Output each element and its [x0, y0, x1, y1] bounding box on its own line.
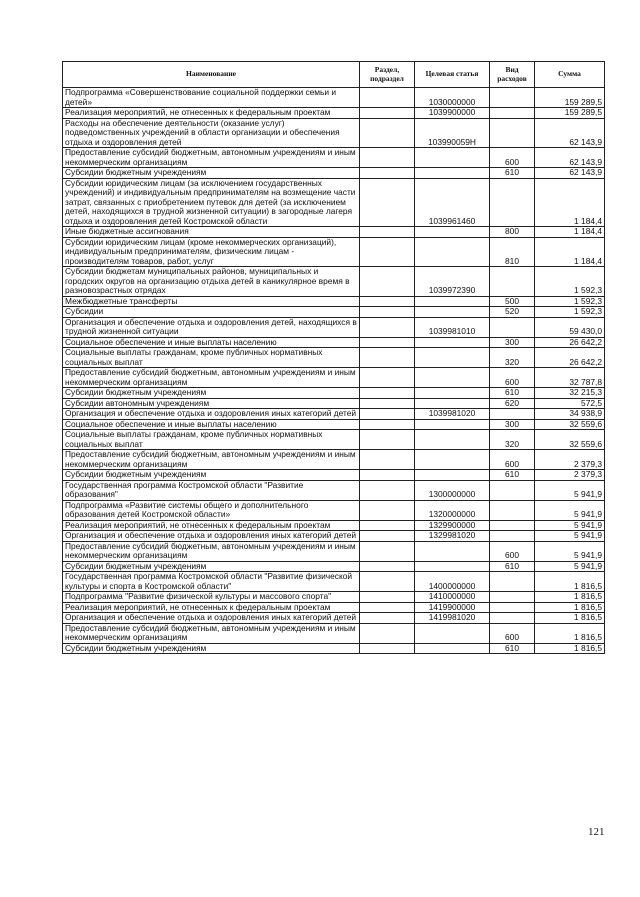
- cell-target: [415, 450, 490, 470]
- cell-target: [415, 368, 490, 388]
- cell-expense: [490, 267, 535, 297]
- cell-sum: 32 787,8: [535, 368, 605, 388]
- cell-sum: 1 184,4: [535, 227, 605, 238]
- cell-name: Межбюджетные трансферты: [63, 296, 360, 307]
- cell-name: Подпрограмма "Развитие физической культуры и массового спорта": [63, 592, 360, 603]
- cell-expense: [490, 108, 535, 119]
- cell-sum: 26 642,2: [535, 348, 605, 368]
- cell-section: [360, 613, 415, 624]
- cell-target: [415, 296, 490, 307]
- cell-name: Субсидии бюджетным учреждениям: [63, 561, 360, 572]
- cell-section: [360, 520, 415, 531]
- table-row: [63, 450, 605, 470]
- cell-sum: 62 143,9: [535, 148, 605, 168]
- cell-expense: [490, 572, 535, 592]
- cell-section: [360, 337, 415, 348]
- cell-target: 1329900000: [415, 520, 490, 531]
- cell-section: [360, 623, 415, 643]
- cell-name: Предоставление субсидий бюджетным, автономным учреждениям и иным некоммерческим организациям: [63, 541, 360, 561]
- cell-target: [415, 337, 490, 348]
- table-row: [63, 108, 605, 119]
- cell-section: [360, 307, 415, 318]
- cell-sum: 1 816,5: [535, 602, 605, 613]
- cell-expense: [490, 118, 535, 148]
- cell-section: [360, 561, 415, 572]
- table-row: [63, 561, 605, 572]
- table-row: [63, 602, 605, 613]
- cell-target: [415, 237, 490, 267]
- cell-name: Предоставление субсидий бюджетным, автономным учреждениям и иным некоммерческим организациям: [63, 450, 360, 470]
- cell-name: Субсидии бюджетам муниципальных районов, муниципальных и городских округов на организацию отдыха детей в каникулярное время в разновозрастных отрядах: [63, 267, 360, 297]
- table-body: [63, 88, 605, 654]
- cell-target: 1419900000: [415, 602, 490, 613]
- table-row: [63, 470, 605, 481]
- cell-expense: [490, 480, 535, 500]
- cell-name: Подпрограмма «Совершенствование социальной поддержки семьи и детей»: [63, 88, 360, 108]
- cell-target: [415, 541, 490, 561]
- cell-expense: 300: [490, 337, 535, 348]
- cell-sum: 5 941,9: [535, 561, 605, 572]
- header-expense: Вид расходов: [490, 62, 535, 88]
- cell-section: [360, 500, 415, 520]
- cell-name: Субсидии бюджетным учреждениям: [63, 168, 360, 179]
- cell-target: 1039981020: [415, 409, 490, 420]
- cell-name: Социальные выплаты гражданам, кроме публичных нормативных социальных выплат: [63, 348, 360, 368]
- cell-target: [415, 227, 490, 238]
- cell-sum: 1 816,5: [535, 572, 605, 592]
- cell-expense: 520: [490, 307, 535, 318]
- table-row: [63, 643, 605, 654]
- table-row: [63, 419, 605, 430]
- cell-section: [360, 178, 415, 227]
- cell-section: [360, 480, 415, 500]
- cell-target: 1039900000: [415, 108, 490, 119]
- cell-expense: 610: [490, 561, 535, 572]
- cell-name: Предоставление субсидий бюджетным, автономным учреждениям и иным некоммерческим организациям: [63, 623, 360, 643]
- cell-name: Субсидии бюджетным учреждениям: [63, 643, 360, 654]
- cell-name: Предоставление субсидий бюджетным, автономным учреждениям и иным некоммерческим организациям: [63, 148, 360, 168]
- cell-sum: 62 143,9: [535, 118, 605, 148]
- cell-sum: 32 559,6: [535, 419, 605, 430]
- cell-section: [360, 419, 415, 430]
- cell-expense: [490, 531, 535, 542]
- cell-expense: 600: [490, 623, 535, 643]
- cell-name: Социальное обеспечение и иные выплаты населению: [63, 337, 360, 348]
- cell-target: [415, 419, 490, 430]
- cell-section: [360, 108, 415, 119]
- cell-expense: 600: [490, 450, 535, 470]
- cell-sum: 2 379,3: [535, 470, 605, 481]
- table-row: [63, 168, 605, 179]
- cell-name: Предоставление субсидий бюджетным, автономным учреждениям и иным некоммерческим организациям: [63, 368, 360, 388]
- cell-name: Субсидии бюджетным учреждениям: [63, 388, 360, 399]
- table-header: [63, 62, 605, 88]
- table-row: [63, 572, 605, 592]
- cell-sum: 2 379,3: [535, 450, 605, 470]
- table-row: [63, 317, 605, 337]
- cell-section: [360, 531, 415, 542]
- cell-section: [360, 602, 415, 613]
- table-row: [63, 430, 605, 450]
- header-section: Раздел, подраздел: [360, 62, 415, 88]
- cell-name: Социальное обеспечение и иные выплаты населению: [63, 419, 360, 430]
- cell-target: [415, 148, 490, 168]
- cell-expense: 800: [490, 227, 535, 238]
- cell-section: [360, 409, 415, 420]
- cell-name: Реализация мероприятий, не отнесенных к федеральным проектам: [63, 108, 360, 119]
- header-name: Наименование: [63, 62, 360, 88]
- cell-target: [415, 561, 490, 572]
- cell-target: 1030000000: [415, 88, 490, 108]
- cell-section: [360, 592, 415, 603]
- cell-target: 1400000000: [415, 572, 490, 592]
- table-row: [63, 623, 605, 643]
- cell-name: Организация и обеспечение отдыха и оздоровления иных категорий детей: [63, 613, 360, 624]
- cell-expense: 320: [490, 430, 535, 450]
- cell-expense: 600: [490, 368, 535, 388]
- cell-section: [360, 368, 415, 388]
- cell-section: [360, 541, 415, 561]
- table-row: [63, 398, 605, 409]
- cell-target: 1039972390: [415, 267, 490, 297]
- table-row: [63, 348, 605, 368]
- cell-target: 103990059Н: [415, 118, 490, 148]
- cell-sum: 5 941,9: [535, 531, 605, 542]
- cell-expense: 610: [490, 470, 535, 481]
- table-row: [63, 541, 605, 561]
- cell-target: [415, 398, 490, 409]
- cell-sum: 5 941,9: [535, 520, 605, 531]
- cell-section: [360, 643, 415, 654]
- cell-sum: 1 816,5: [535, 643, 605, 654]
- table-row: [63, 307, 605, 318]
- table-row: [63, 368, 605, 388]
- table-row: [63, 148, 605, 168]
- table-row: [63, 337, 605, 348]
- cell-name: Иные бюджетные ассигнования: [63, 227, 360, 238]
- cell-name: Социальные выплаты гражданам, кроме публичных нормативных социальных выплат: [63, 430, 360, 450]
- cell-target: [415, 430, 490, 450]
- cell-expense: 810: [490, 237, 535, 267]
- cell-sum: 26 642,2: [535, 337, 605, 348]
- cell-sum: 62 143,9: [535, 168, 605, 179]
- cell-expense: [490, 602, 535, 613]
- table-row: [63, 227, 605, 238]
- table-row: [63, 531, 605, 542]
- cell-expense: [490, 592, 535, 603]
- cell-target: [415, 623, 490, 643]
- table-row: [63, 88, 605, 108]
- cell-target: [415, 307, 490, 318]
- cell-target: [415, 643, 490, 654]
- cell-expense: 500: [490, 296, 535, 307]
- cell-sum: 32 559,6: [535, 430, 605, 450]
- cell-sum: 5 941,9: [535, 480, 605, 500]
- cell-sum: 159 289,5: [535, 88, 605, 108]
- cell-sum: 1 816,5: [535, 613, 605, 624]
- cell-target: 1329981020: [415, 531, 490, 542]
- cell-target: 1039961460: [415, 178, 490, 227]
- table-row: [63, 520, 605, 531]
- table-row: [63, 388, 605, 399]
- cell-sum: 572,5: [535, 398, 605, 409]
- table-row: [63, 118, 605, 148]
- cell-target: 1419981020: [415, 613, 490, 624]
- cell-sum: 1 592,3: [535, 307, 605, 318]
- cell-expense: 610: [490, 643, 535, 654]
- cell-expense: 610: [490, 168, 535, 179]
- cell-section: [360, 430, 415, 450]
- cell-target: 1320000000: [415, 500, 490, 520]
- cell-target: [415, 470, 490, 481]
- cell-name: Организация и обеспечение отдыха и оздоровления детей, находящихся в трудной жизненной ситуации: [63, 317, 360, 337]
- cell-section: [360, 296, 415, 307]
- page-number: 121: [588, 826, 605, 838]
- cell-expense: 610: [490, 388, 535, 399]
- cell-expense: [490, 520, 535, 531]
- table-row: [63, 237, 605, 267]
- header-row: [63, 62, 605, 88]
- table-row: [63, 409, 605, 420]
- cell-section: [360, 388, 415, 399]
- cell-name: Подпрограмма «Развитие системы общего и дополнительного образования детей Костромской области»: [63, 500, 360, 520]
- cell-expense: [490, 178, 535, 227]
- cell-name: Субсидии: [63, 307, 360, 318]
- cell-sum: 1 592,3: [535, 296, 605, 307]
- cell-section: [360, 470, 415, 481]
- cell-sum: 59 430,0: [535, 317, 605, 337]
- table-row: [63, 267, 605, 297]
- cell-name: Организация и обеспечение отдыха и оздоровления иных категорий детей: [63, 531, 360, 542]
- cell-target: 1039981010: [415, 317, 490, 337]
- cell-target: [415, 348, 490, 368]
- table-row: [63, 296, 605, 307]
- cell-name: Расходы на обеспечение деятельности (оказание услуг) подведомственных учреждений в области организации и обеспечения отдыха и оздоровления детей: [63, 118, 360, 148]
- cell-section: [360, 88, 415, 108]
- cell-expense: [490, 613, 535, 624]
- cell-sum: 1 592,3: [535, 267, 605, 297]
- cell-target: [415, 388, 490, 399]
- cell-expense: 600: [490, 541, 535, 561]
- cell-name: Субсидии юридическим лицам (за исключением государственных учреждений) и индивидуальным предпринимателям на возмещение части затрат, связанных с приобретением путевок для детей (за исключением детей, находящихся в трудной жизненной ситуации) в загородные лагеря отдыха и оздоровления детей Костромской области: [63, 178, 360, 227]
- table-row: [63, 178, 605, 227]
- table-row: [63, 592, 605, 603]
- cell-expense: [490, 409, 535, 420]
- cell-sum: 1 184,4: [535, 237, 605, 267]
- cell-expense: [490, 88, 535, 108]
- cell-section: [360, 227, 415, 238]
- table-row: [63, 613, 605, 624]
- cell-name: Государственная программа Костромской области "Развитие образования": [63, 480, 360, 500]
- cell-expense: 620: [490, 398, 535, 409]
- table-row: [63, 480, 605, 500]
- cell-sum: 5 941,9: [535, 500, 605, 520]
- cell-section: [360, 450, 415, 470]
- cell-section: [360, 168, 415, 179]
- cell-target: [415, 168, 490, 179]
- cell-expense: 320: [490, 348, 535, 368]
- cell-sum: 34 938,9: [535, 409, 605, 420]
- cell-name: Организация и обеспечение отдыха и оздоровления иных категорий детей: [63, 409, 360, 420]
- cell-section: [360, 267, 415, 297]
- cell-name: Реализация мероприятий, не отнесенных к федеральным проектам: [63, 520, 360, 531]
- cell-section: [360, 572, 415, 592]
- cell-section: [360, 317, 415, 337]
- cell-name: Субсидии юридическим лицам (кроме некоммерческих организаций), индивидуальным предпринимателям, физическим лицам - производителям товаров, работ, услуг: [63, 237, 360, 267]
- cell-section: [360, 237, 415, 267]
- header-sum: Сумма: [535, 62, 605, 88]
- cell-expense: [490, 500, 535, 520]
- table-row: [63, 500, 605, 520]
- cell-name: Реализация мероприятий, не отнесенных к федеральным проектам: [63, 602, 360, 613]
- cell-section: [360, 148, 415, 168]
- cell-target: 1410000000: [415, 592, 490, 603]
- cell-target: 1300000000: [415, 480, 490, 500]
- cell-sum: 1 816,5: [535, 592, 605, 603]
- cell-sum: 32 215,3: [535, 388, 605, 399]
- cell-name: Субсидии автономным учреждениям: [63, 398, 360, 409]
- header-target: Целевая статья: [415, 62, 490, 88]
- cell-sum: 1 816,5: [535, 623, 605, 643]
- cell-expense: 600: [490, 148, 535, 168]
- budget-table: [62, 61, 605, 654]
- cell-name: Субсидии бюджетным учреждениям: [63, 470, 360, 481]
- cell-name: Государственная программа Костромской области "Развитие физической культуры и спорта в Костромской области": [63, 572, 360, 592]
- cell-expense: [490, 317, 535, 337]
- cell-section: [360, 348, 415, 368]
- cell-sum: 5 941,9: [535, 541, 605, 561]
- cell-expense: 300: [490, 419, 535, 430]
- cell-section: [360, 398, 415, 409]
- cell-sum: 159 289,5: [535, 108, 605, 119]
- cell-section: [360, 118, 415, 148]
- cell-sum: 1 184,4: [535, 178, 605, 227]
